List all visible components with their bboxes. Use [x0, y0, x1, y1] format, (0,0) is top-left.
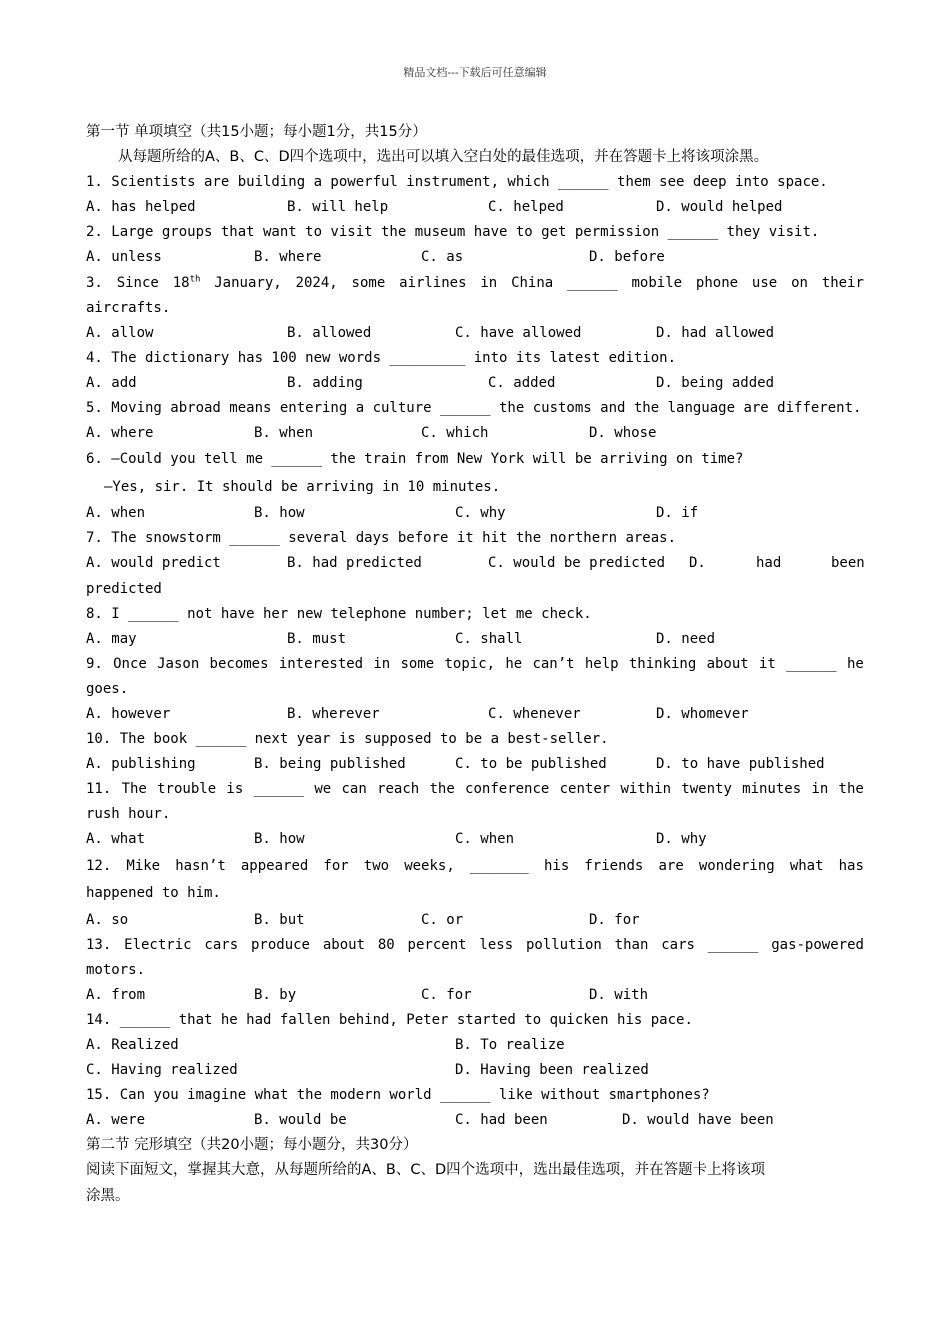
option-c: C. or: [421, 911, 464, 928]
question-3-options: [86, 321, 864, 346]
option-d: D.: [689, 555, 706, 572]
answer-blank: _______: [469, 857, 529, 874]
word: help: [584, 655, 619, 672]
option-d: D. for: [589, 911, 640, 928]
word: pollution: [525, 936, 602, 953]
option-d: D. to have published: [656, 756, 825, 773]
question-7-options-continued: predicted: [86, 580, 162, 597]
question-4-stem: 4. The dictionary has 100 new words _________ into its latest edition.: [86, 349, 677, 366]
option-a: A. Realized: [86, 1037, 179, 1053]
word: produce: [250, 936, 310, 953]
word: appeared: [240, 857, 309, 874]
word: the: [429, 781, 455, 798]
option-a: A. from: [86, 986, 146, 1003]
option-d: D. had allowed: [656, 324, 775, 341]
question-3-stem-continued: aircrafts.: [86, 299, 171, 316]
option-b: B. To realize: [455, 1037, 565, 1053]
option-c: C. why: [455, 505, 506, 522]
option-b: B. how: [254, 505, 305, 522]
option-b: B. will help: [287, 199, 389, 216]
question-8-stem: 8. I ______ not have her new telephone number; let me check.: [86, 605, 592, 622]
word: some: [351, 274, 386, 291]
option-c: C. had been: [455, 1112, 548, 1129]
answer-blank: ______: [567, 274, 618, 291]
word: are: [658, 857, 684, 874]
word: hasn’t: [175, 857, 226, 874]
word: we: [314, 781, 332, 798]
option-a: A. add: [86, 374, 137, 391]
option-c: C. as: [421, 249, 464, 266]
question-14-options-row-1: [86, 1033, 864, 1058]
question-6-reply: —Yes, sir. It should be arriving in 10 minutes.: [104, 478, 501, 495]
word: cars: [204, 936, 239, 953]
question-10-stem: 10. The book ______ next year is supposed to be a best-seller.: [86, 731, 609, 748]
question-7-options: [86, 551, 864, 576]
option-c: C. would be predicted: [488, 555, 666, 572]
word: center: [559, 781, 611, 798]
word: 11.: [86, 781, 112, 798]
option-a: A. has helped: [86, 199, 196, 216]
word: their: [821, 274, 864, 291]
word: thinking: [628, 655, 697, 672]
option-b: B. by: [254, 986, 297, 1003]
word: China: [511, 274, 554, 291]
word: use: [751, 274, 778, 291]
option-c: C. when: [455, 831, 515, 848]
option-b: B. had predicted: [287, 555, 422, 572]
question-15-options: [86, 1108, 864, 1133]
word: within: [620, 781, 672, 798]
question-1-options: [86, 195, 864, 220]
word: in: [811, 781, 829, 798]
word: 2024,: [295, 274, 338, 291]
question-11-options: [86, 827, 864, 852]
word-date: 18th: [172, 273, 201, 291]
word: January,: [214, 274, 282, 291]
option-b: B. how: [254, 831, 305, 848]
word: interested: [278, 655, 364, 672]
word: 13.: [86, 936, 112, 953]
option-a: A. allow: [86, 324, 154, 341]
word: trouble: [157, 781, 217, 798]
question-15-stem: 15. Can you imagine what the modern world ______ like without smartphones?: [86, 1087, 710, 1104]
option-d-word: had: [756, 555, 782, 572]
option-d: D. with: [589, 986, 649, 1003]
word: topic,: [444, 655, 496, 672]
option-d: D. would have been: [622, 1112, 774, 1129]
option-d: D. why: [656, 831, 707, 848]
word: his: [543, 857, 570, 874]
word: has: [838, 857, 864, 874]
word: gas-powered: [771, 936, 864, 953]
option-a: A. publishing: [86, 756, 196, 773]
word: it: [758, 655, 776, 672]
option-d: D. need: [656, 630, 716, 647]
question-11-stem: [86, 777, 864, 802]
option-a: A. would predict: [86, 555, 221, 572]
word: conference: [465, 781, 550, 798]
option-a: A. so: [86, 911, 129, 928]
question-9-stem-continued: goes.: [86, 680, 129, 697]
word: Since: [116, 274, 159, 291]
section-1-instruction: 从每题所给的A、B、C、D四个选项中，选出可以填入空白处的最佳选项，并在答题卡上将该项涂黑。: [118, 149, 769, 166]
option-d: D. if: [656, 505, 699, 522]
question-8-options: [86, 627, 864, 652]
option-a: A. when: [86, 505, 146, 522]
answer-blank: ______: [786, 655, 837, 672]
option-d: D. whomever: [656, 705, 749, 722]
option-a: A. however: [86, 705, 171, 722]
section-1-title: 第一节 单项填空（共15小题；每小题1分，共15分）: [86, 124, 427, 140]
option-b: B. adding: [287, 374, 363, 391]
option-a: A. what: [86, 831, 146, 848]
option-c: C. to be published: [455, 756, 607, 773]
question-12-stem-continued: happened to him.: [86, 885, 221, 902]
option-b: B. would be: [254, 1112, 347, 1129]
option-b: B. where: [254, 249, 322, 266]
option-b: B. wherever: [287, 705, 380, 722]
word: twenty: [681, 781, 732, 798]
question-14-stem: 14. ______ that he had fallen behind, Peter started to quicken his pace.: [86, 1011, 693, 1028]
word: 12.: [86, 857, 112, 874]
word: about: [322, 936, 365, 953]
question-14-options-row-2: [86, 1058, 864, 1083]
option-d: D. being added: [656, 374, 775, 391]
word: reach: [377, 781, 420, 798]
option-c: C. whenever: [488, 705, 581, 722]
question-1-stem: 1. Scientists are building a powerful instrument, which ______ them see deep into space.: [86, 174, 828, 191]
word: he: [505, 655, 523, 672]
word: can’t: [532, 655, 575, 672]
word: the: [838, 781, 864, 798]
question-11-stem-continued: rush hour.: [86, 806, 171, 823]
answer-blank: ______: [707, 936, 759, 953]
word: 3.: [86, 274, 103, 291]
option-d: D. Having been realized: [455, 1062, 649, 1079]
page-header: 精品文档---下载后可任意编辑: [403, 66, 547, 79]
word: some: [400, 655, 435, 672]
word: 80: [377, 936, 395, 953]
question-10-options: [86, 752, 864, 777]
option-b: B. must: [287, 630, 347, 647]
question-13-stem: [86, 933, 864, 958]
word: Electric: [124, 936, 192, 953]
word: Mike: [126, 857, 161, 874]
question-5-options: [86, 421, 864, 446]
word: what: [789, 857, 824, 874]
option-c: C. for: [421, 986, 472, 1003]
section-2-instruction: 阅读下面短文，掌握其大意，从每题所给的A、B、C、D四个选项中，选出最佳选项，并在答题卡上将该项: [86, 1162, 766, 1179]
word: minutes: [742, 781, 802, 798]
question-12-options: [86, 908, 864, 933]
word: is: [226, 781, 244, 798]
word: Once: [113, 655, 147, 672]
question-12-stem: [86, 853, 864, 881]
exam-content: [86, 120, 864, 1209]
option-c: C. Having realized: [86, 1062, 238, 1079]
word: he: [846, 655, 864, 672]
word: in: [373, 655, 391, 672]
word: less: [479, 936, 514, 953]
word: than: [614, 936, 649, 953]
word: phone: [695, 274, 739, 291]
word: The: [121, 781, 147, 798]
word: mobile: [631, 274, 683, 291]
word: 9.: [86, 655, 103, 672]
question-3-stem: [86, 271, 864, 296]
question-13-stem-continued: motors.: [86, 961, 146, 978]
option-c: C. which: [421, 425, 489, 442]
question-5-stem: 5. Moving abroad means entering a culture ______ the customs and the language are different.: [86, 400, 862, 417]
option-a: A. were: [86, 1112, 146, 1129]
option-b: B. allowed: [287, 324, 372, 341]
option-b: B. when: [254, 425, 314, 442]
word: airlines: [399, 274, 467, 291]
option-d: D. would helped: [656, 199, 783, 216]
option-d: D. whose: [589, 425, 657, 442]
question-9-stem: [86, 652, 864, 677]
question-13-options: [86, 983, 864, 1008]
word: can: [341, 781, 367, 798]
option-c: C. added: [488, 374, 556, 391]
question-6-stem: 6. —Could you tell me ______ the train from New York will be arriving on time?: [86, 451, 744, 468]
word: about: [706, 655, 749, 672]
option-b: B. but: [254, 911, 305, 928]
option-c: C. shall: [455, 630, 523, 647]
word: in: [480, 274, 498, 291]
option-c: C. helped: [488, 199, 564, 216]
option-a: A. may: [86, 630, 137, 647]
section-2-title: 第二节 完形填空（共20小题；每小题分，共30分）: [86, 1137, 418, 1154]
question-6-options: [86, 501, 864, 526]
word: for: [323, 857, 349, 874]
word: percent: [407, 936, 467, 953]
question-2-options: [86, 245, 864, 270]
section-2-instruction-continued: 涂黑。: [86, 1187, 130, 1204]
option-a: A. unless: [86, 249, 162, 266]
word: wondering: [698, 857, 775, 874]
word: friends: [584, 857, 644, 874]
word: becomes: [209, 655, 269, 672]
option-c: C. have allowed: [455, 324, 582, 341]
word: Jason: [157, 655, 200, 672]
word: cars: [661, 936, 695, 953]
answer-blank: ______: [253, 781, 305, 798]
option-d-word: been: [831, 555, 865, 572]
word: on: [791, 274, 808, 291]
question-4-options: [86, 371, 864, 396]
question-7-stem: 7. The snowstorm ______ several days before it hit the northern areas.: [86, 530, 677, 547]
question-9-options: [86, 702, 864, 727]
word: two: [363, 857, 390, 874]
option-b: B. being published: [254, 756, 406, 773]
option-a: A. where: [86, 425, 154, 442]
option-d: D. before: [589, 249, 665, 266]
question-2-stem: 2. Large groups that want to visit the museum have to get permission ______ they visit.: [86, 224, 820, 241]
word: weeks,: [404, 857, 455, 874]
